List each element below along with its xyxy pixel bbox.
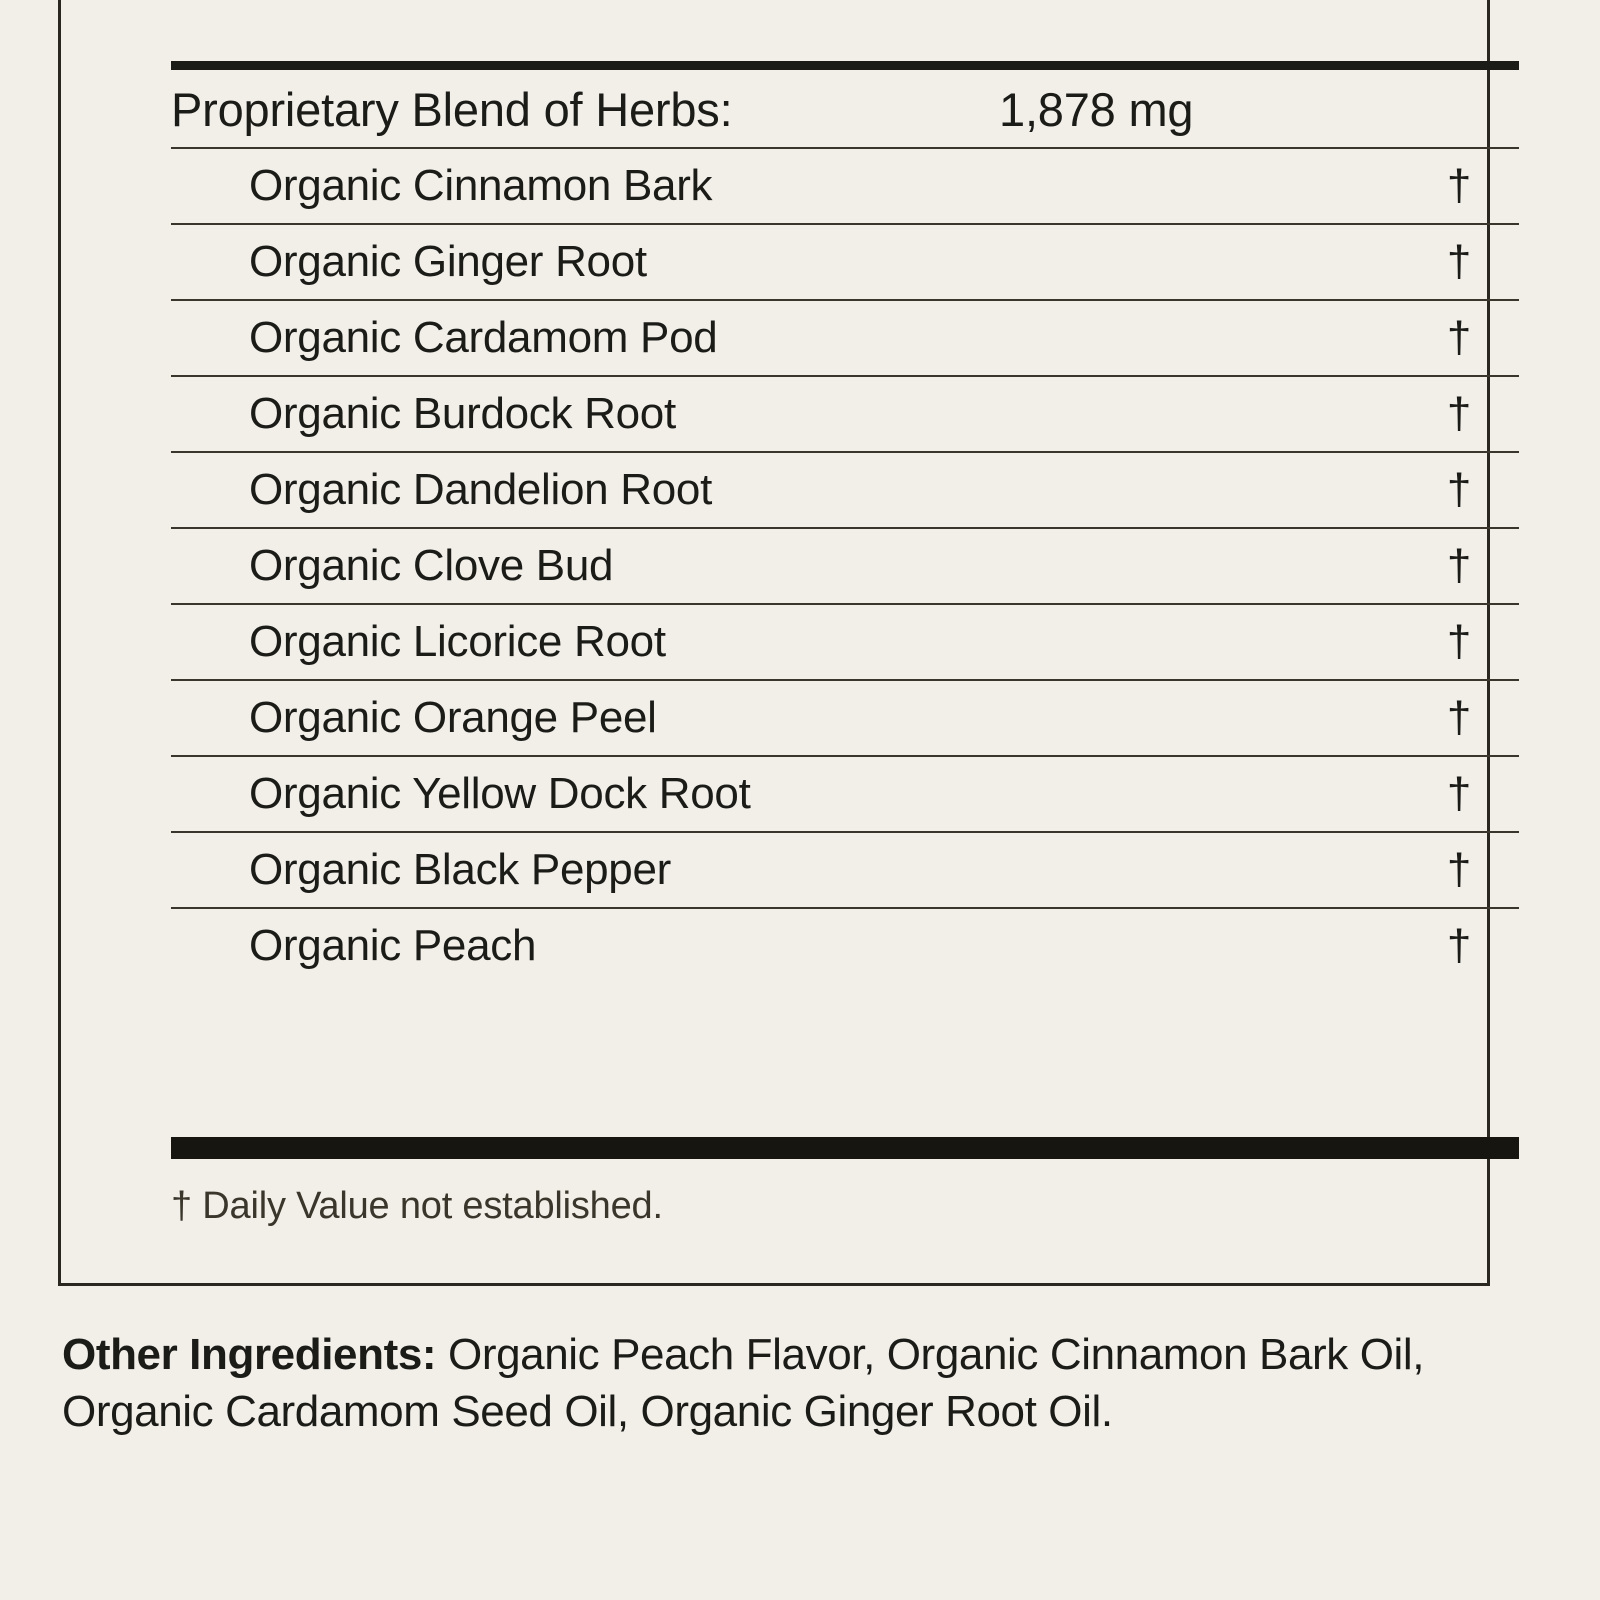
ingredient-name: Organic Peach [171, 908, 1399, 983]
ingredient-daily-value: † [1399, 224, 1519, 300]
ingredient-daily-value: † [1399, 376, 1519, 452]
table-row [171, 680, 1519, 756]
proprietary-blend-dv [1399, 71, 1519, 148]
ingredient-daily-value: † [1399, 452, 1519, 528]
table-row [171, 604, 1519, 680]
ingredients-table [171, 71, 1519, 983]
ingredient-daily-value: † [1399, 604, 1519, 680]
ingredient-daily-value: † [1399, 300, 1519, 376]
ingredient-daily-value: † [1399, 908, 1519, 983]
proprietary-blend-label: Proprietary Blend of Herbs: [171, 83, 733, 136]
table-row [171, 908, 1519, 983]
table-row [171, 528, 1519, 604]
ingredient-daily-value: † [1399, 528, 1519, 604]
ingredient-name: Organic Ginger Root [171, 224, 1399, 300]
ingredient-name: Organic Cardamom Pod [171, 300, 1399, 376]
other-ingredients-body: Organic Peach Flavor, Organic Cinnamon Bark Oil, Organic Cardamom Seed Oil, Organic Ginger Root Oil. [62, 1330, 1425, 1437]
ingredient-name: Organic Dandelion Root [171, 452, 1399, 528]
ingredient-name: Organic Yellow Dock Root [171, 756, 1399, 832]
panel-bottom-bar [171, 1137, 1519, 1159]
supplement-facts-panel [58, 0, 1490, 1286]
ingredient-name: Organic Orange Peel [171, 680, 1399, 756]
ingredient-name: Organic Burdock Root [171, 376, 1399, 452]
table-row [171, 148, 1519, 224]
daily-value-footnote: † Daily Value not established. [171, 1185, 663, 1227]
other-ingredients-heading: Other Ingredients: [62, 1330, 437, 1379]
table-row [171, 376, 1519, 452]
panel-top-rule [171, 61, 1519, 70]
table-row [171, 300, 1519, 376]
proprietary-blend-row [171, 71, 1519, 148]
proprietary-blend-amount: 1,878 mg [999, 83, 1194, 136]
ingredient-name: Organic Licorice Root [171, 604, 1399, 680]
table-row [171, 224, 1519, 300]
ingredient-daily-value: † [1399, 756, 1519, 832]
table-row [171, 832, 1519, 908]
table-row [171, 756, 1519, 832]
ingredient-name: Organic Clove Bud [171, 528, 1399, 604]
ingredient-name: Organic Black Pepper [171, 832, 1399, 908]
ingredient-name: Organic Cinnamon Bark [171, 148, 1399, 224]
ingredient-daily-value: † [1399, 680, 1519, 756]
ingredient-daily-value: † [1399, 832, 1519, 908]
other-ingredients-text [62, 1326, 1514, 1440]
ingredient-daily-value: † [1399, 148, 1519, 224]
table-row [171, 452, 1519, 528]
